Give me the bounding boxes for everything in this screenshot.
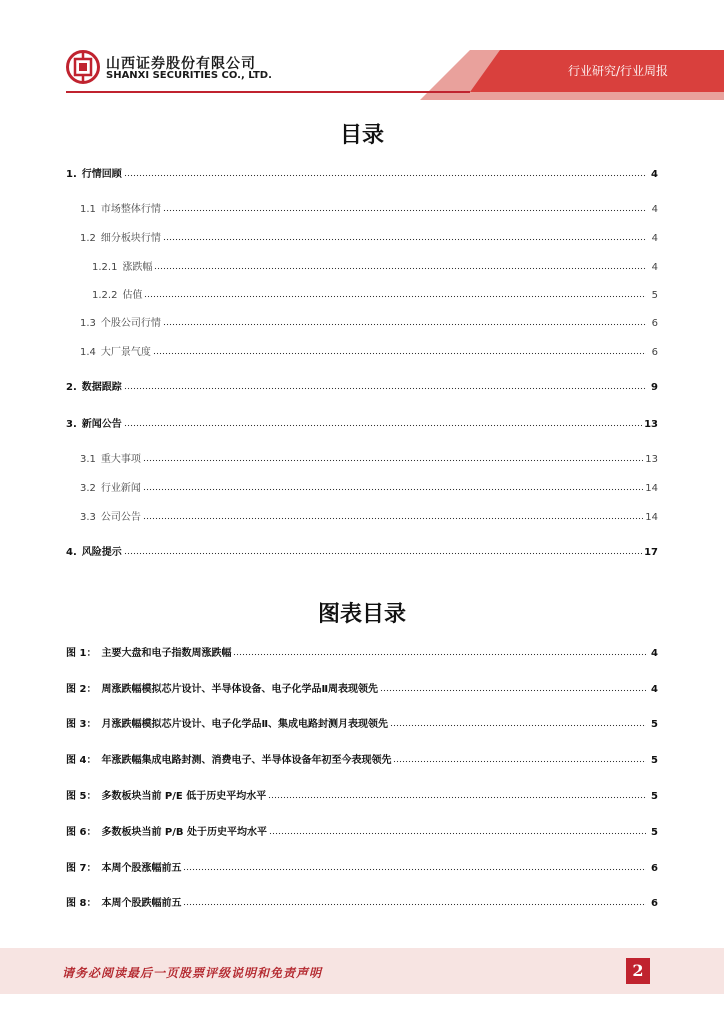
figure-entry-page: 6: [651, 898, 658, 909]
toc-entry-text: 行业新闻: [100, 483, 141, 494]
toc-entry-page: 14: [645, 483, 658, 494]
figure-entry-num: 图 1：: [66, 648, 97, 659]
toc-entry[interactable]: [66, 166, 658, 180]
shanxi-securities-logo: [66, 50, 100, 84]
toc-entry-num: 1.2: [80, 233, 96, 244]
toc-entry-num: 1.4: [80, 347, 96, 358]
figure-entry[interactable]: [66, 895, 658, 909]
toc-entry-page: 17: [644, 547, 658, 558]
leader-dots: [154, 267, 646, 270]
toc-entry[interactable]: [92, 287, 658, 301]
toc-entry-num: 4.: [66, 547, 77, 558]
leader-dots: [144, 295, 646, 298]
leader-dots: [183, 903, 646, 906]
toc-entry-text: 新闻公告: [81, 419, 122, 430]
figure-entry-page: 5: [651, 719, 658, 730]
toc-entry-num: 3.1: [80, 454, 96, 465]
figure-entry-text: 多数板块当前 P/E 低于历史平均水平: [101, 791, 267, 802]
leader-dots: [183, 868, 646, 871]
toc-entry-page: 13: [645, 454, 658, 465]
page-footer: [0, 948, 724, 994]
figure-entry-num: 图 2：: [66, 684, 97, 695]
toc-entry-page: 4: [651, 169, 658, 180]
figure-entry-num: 图 6：: [66, 827, 97, 838]
leader-dots: [163, 209, 646, 212]
figure-entry[interactable]: [66, 752, 658, 766]
toc-entry-num: 1.3: [80, 318, 96, 329]
leader-dots: [380, 689, 646, 692]
leader-dots: [143, 517, 643, 520]
company-name-en: SHANXI SECURITIES CO., LTD.: [106, 70, 272, 81]
figure-entry-page: 5: [651, 755, 658, 766]
toc-entry-page: 4: [651, 262, 658, 273]
toc-entry-num: 1.2.2: [92, 290, 118, 301]
figures-title: 图表目录: [317, 602, 406, 627]
toc-entry[interactable]: [80, 480, 658, 494]
toc-entry-page: 4: [651, 204, 658, 215]
toc-entry-num: 3.2: [80, 483, 96, 494]
toc-entry-text: 重大事项: [100, 454, 141, 465]
toc-entry-page: 13: [644, 419, 658, 430]
toc-entry-num: 3.3: [80, 512, 96, 523]
figure-entry-num: 图 4：: [66, 755, 97, 766]
toc-entry-text: 个股公司行情: [100, 318, 161, 329]
figure-entry-page: 5: [651, 791, 658, 802]
figure-entry-page: 4: [651, 684, 658, 695]
leader-dots: [153, 352, 646, 355]
toc-entry[interactable]: [80, 230, 658, 244]
toc-entry[interactable]: [80, 315, 658, 329]
toc-entry-text: 估值: [122, 290, 143, 301]
leader-dots: [143, 488, 643, 491]
toc-entry-page: 4: [651, 233, 658, 244]
figure-entry[interactable]: [66, 788, 658, 802]
toc-entry-num: 3.: [66, 419, 77, 430]
toc-entry[interactable]: [66, 544, 658, 558]
toc-entry-text: 风险提示: [81, 547, 122, 558]
toc-entry-num: 1.2.1: [92, 262, 118, 273]
toc-entry-page: 6: [651, 347, 658, 358]
footer-disclaimer: 请务必阅读最后一页股票评级说明和免责声明: [62, 966, 323, 980]
figure-entry-num: 图 7：: [66, 863, 97, 874]
toc-entry[interactable]: [80, 344, 658, 358]
toc-entry-text: 市场整体行情: [100, 204, 161, 215]
page-number: 2: [626, 958, 650, 984]
leader-dots: [163, 238, 646, 241]
figure-entry-text: 本周个股涨幅前五: [101, 863, 182, 874]
leader-dots: [268, 796, 646, 799]
toc-entry-page: 14: [645, 512, 658, 523]
leader-dots: [124, 174, 646, 177]
toc-entry-num: 1.1: [80, 204, 96, 215]
toc-entry-text: 数据跟踪: [81, 382, 122, 393]
toc-entry-text: 涨跌幅: [122, 262, 153, 273]
toc-entry-text: 公司公告: [100, 512, 141, 523]
figure-entry-num: 图 5：: [66, 791, 97, 802]
report-type-label: 行业研究/行业周报: [567, 64, 668, 78]
leader-dots: [163, 323, 646, 326]
figure-entry-page: 4: [651, 648, 658, 659]
leader-dots: [233, 653, 646, 656]
header-band: [0, 0, 724, 100]
figure-entry[interactable]: [66, 824, 658, 838]
toc-entry-num: 1.: [66, 169, 77, 180]
toc-entry[interactable]: [66, 379, 658, 393]
leader-dots: [390, 724, 646, 727]
leader-dots: [143, 459, 643, 462]
toc-entry[interactable]: [80, 201, 658, 215]
toc-entry-page: 9: [651, 382, 658, 393]
figure-entry-text: 本周个股跌幅前五: [101, 898, 182, 909]
toc-entry-page: 5: [651, 290, 658, 301]
figure-entry-page: 5: [651, 827, 658, 838]
page-header: [0, 0, 724, 100]
toc-entry-text: 大厂景气度: [100, 347, 151, 358]
toc-entry[interactable]: [80, 509, 658, 523]
toc-entry[interactable]: [66, 416, 658, 430]
figure-entry[interactable]: [66, 860, 658, 874]
figure-entry-num: 图 3：: [66, 719, 97, 730]
toc-title: 目录: [339, 123, 384, 148]
leader-dots: [124, 552, 642, 555]
company-name-cn: 山西证券股份有限公司: [106, 56, 256, 72]
toc-entry[interactable]: [92, 259, 658, 273]
toc-entry[interactable]: [80, 451, 658, 465]
toc-entry-text: 行情回顾: [81, 169, 122, 180]
figure-entry-page: 6: [651, 863, 658, 874]
leader-dots: [124, 424, 642, 427]
leader-dots: [124, 387, 646, 390]
figure-entry-text: 年涨跌幅集成电路封测、消费电子、半导体设备年初至今表现领先: [101, 755, 392, 766]
toc-entry-text: 细分板块行情: [100, 233, 161, 244]
figure-entry[interactable]: [66, 681, 658, 695]
toc-entry-page: 6: [651, 318, 658, 329]
figure-entry-text: 主要大盘和电子指数周涨跌幅: [101, 648, 232, 659]
figure-entry[interactable]: [66, 645, 658, 659]
figure-entry-num: 图 8：: [66, 898, 97, 909]
leader-dots: [393, 760, 646, 763]
figure-entry-text: 多数板块当前 P/B 处于历史平均水平: [101, 827, 268, 838]
figure-entry-text: 周涨跌幅模拟芯片设计、半导体设备、电子化学品Ⅱ周表现领先: [101, 684, 379, 695]
toc-entry-num: 2.: [66, 382, 77, 393]
figure-entry[interactable]: [66, 716, 658, 730]
leader-dots: [269, 832, 646, 835]
figure-entry-text: 月涨跌幅模拟芯片设计、电子化学品Ⅱ、集成电路封测月表现领先: [101, 719, 389, 730]
